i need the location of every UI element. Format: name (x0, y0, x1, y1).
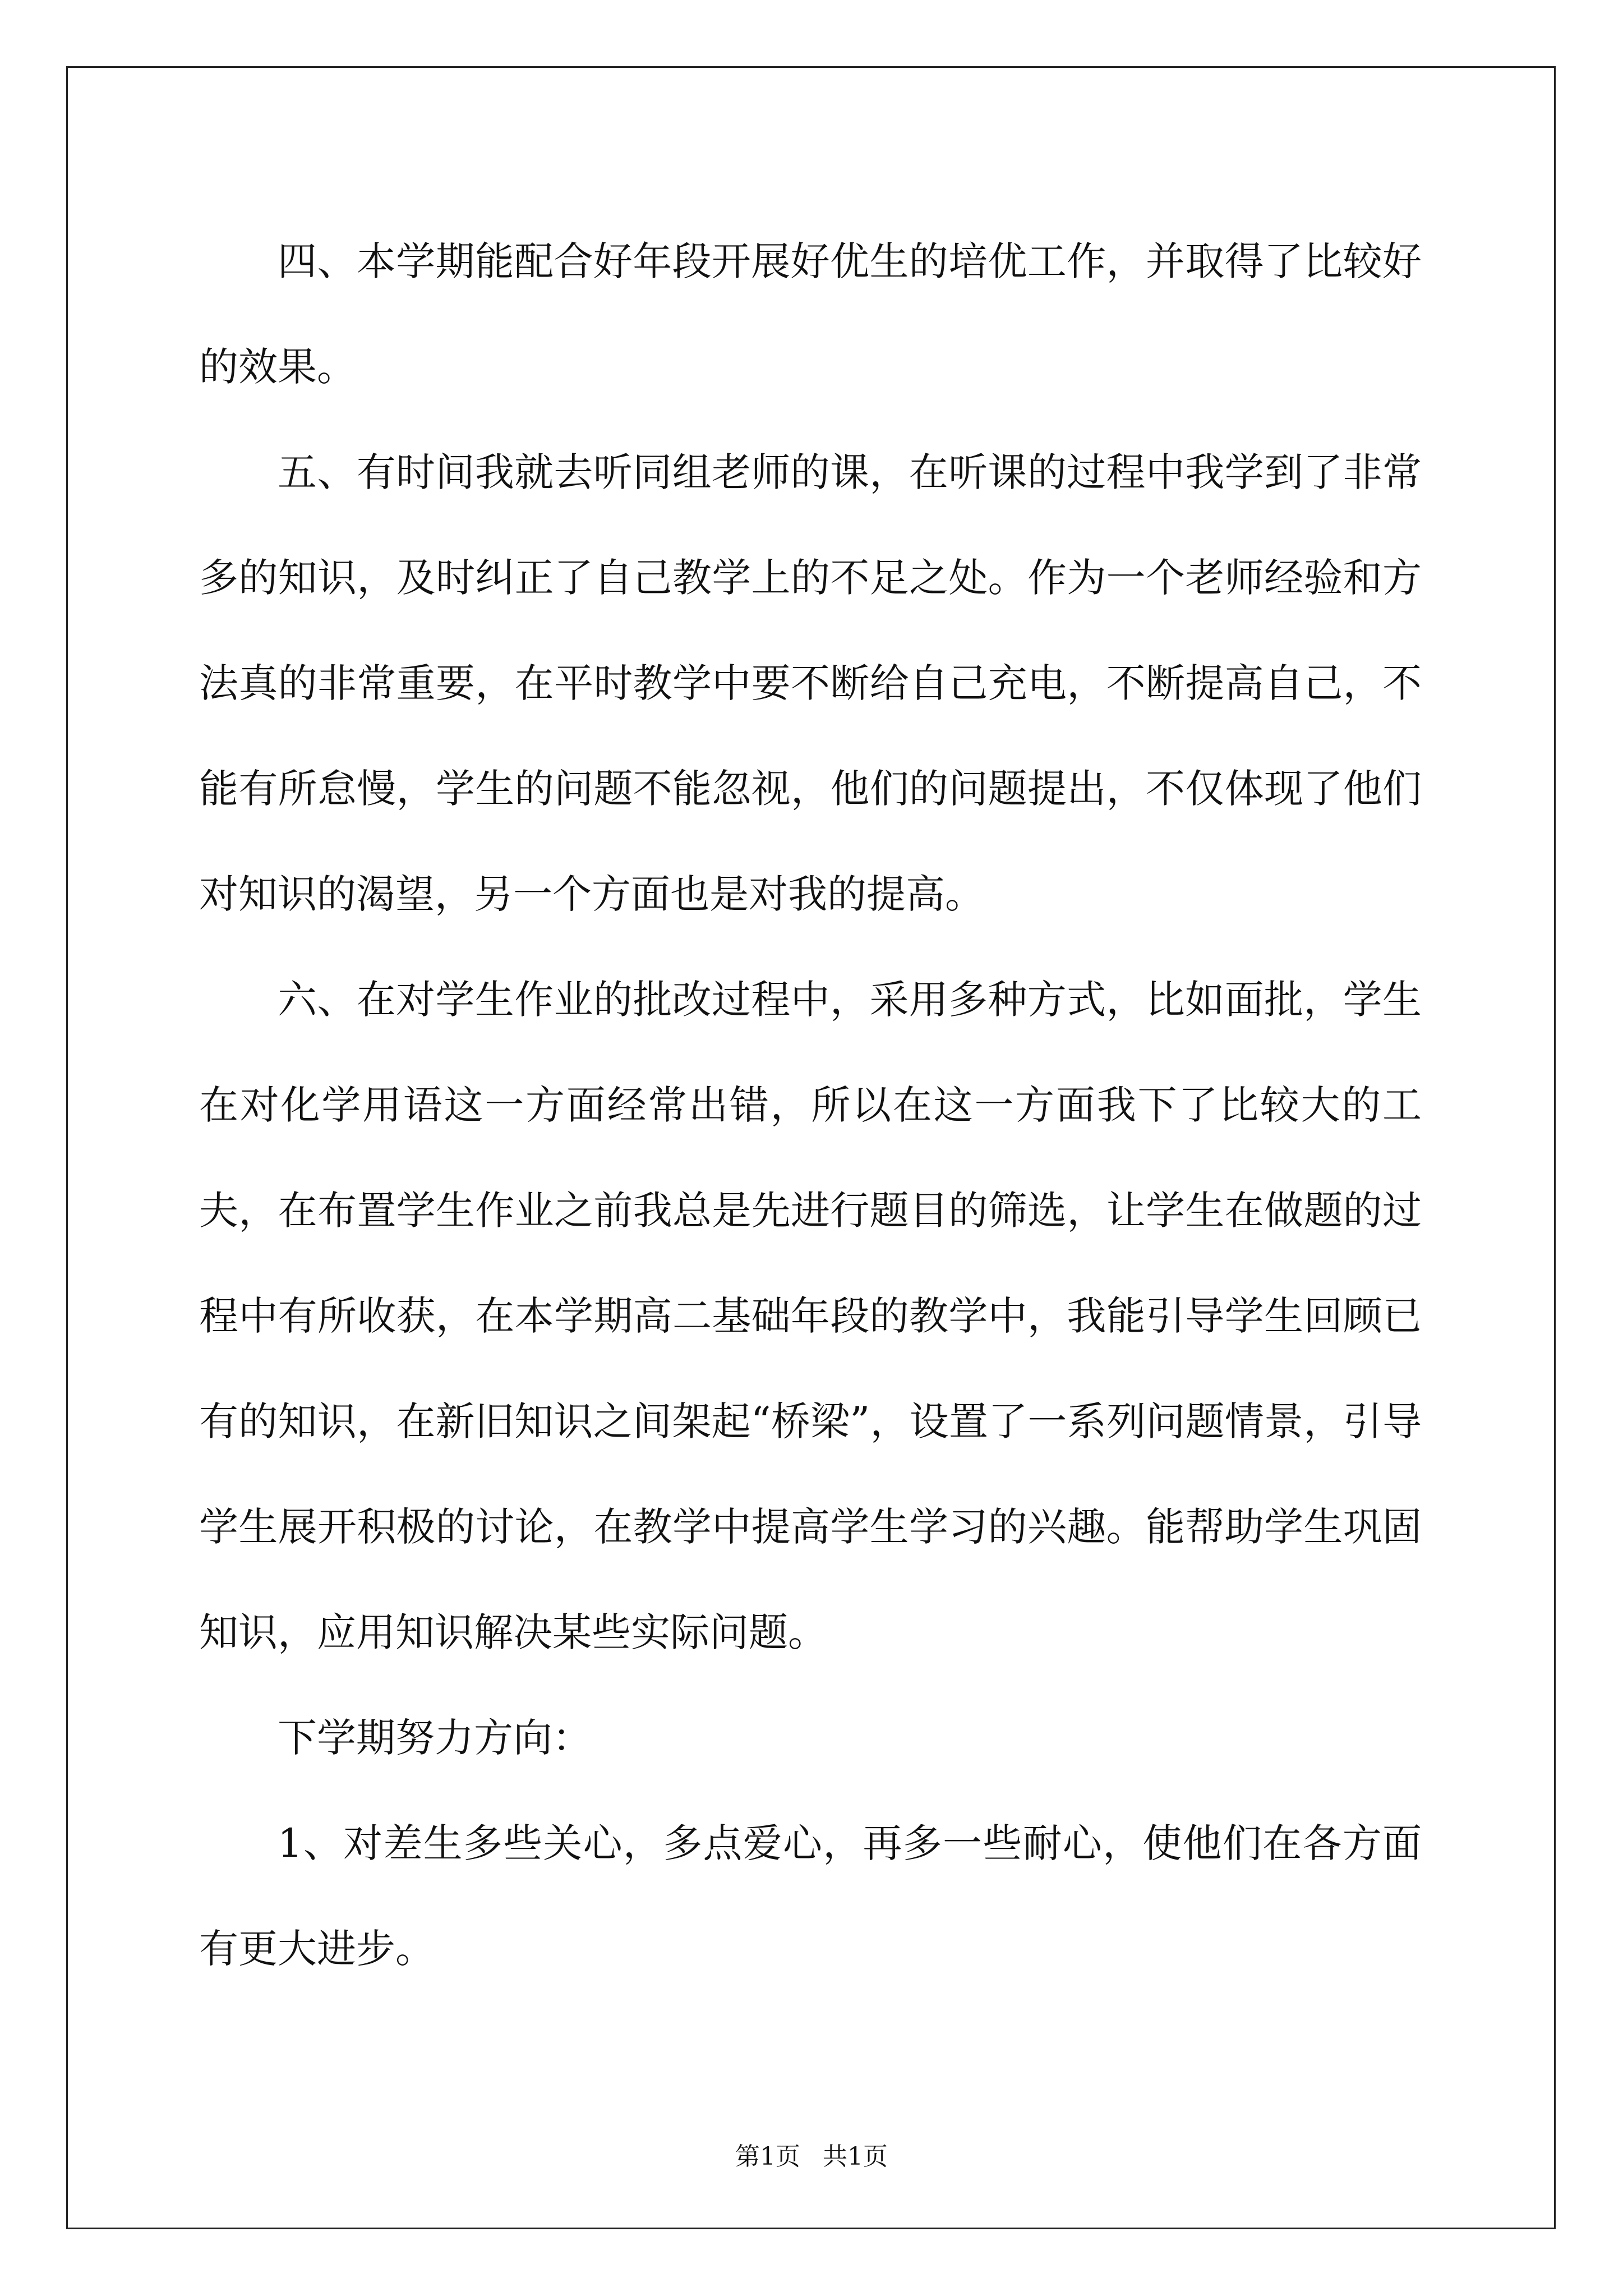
page-number: 第1页 (735, 2142, 800, 2171)
paragraph-4: 四、本学期能配合好年段开展好优生的培优工作，并取得了比较好的效果。 (199, 238, 1422, 390)
paragraph-5: 五、有时间我就去听同组老师的课，在听课的过程中我学到了非常多的知识，及时纠正了自己教学上的不足之处。作为一个老师经验和方法真的非常重要，在平时教学中要不断给自己充电，不断提高自己，不能有所怠慢，学生的问题不能忽视，他们的问题提出，不仅体现了他们对知识的渴望，另一个方面也是对我的提高。 (199, 449, 1422, 917)
total-pages: 共1页 (823, 2142, 888, 2171)
page-footer (0, 2140, 1623, 2174)
paragraph-6: 六、在对学生作业的批改过程中，采用多种方式，比如面批，学生在对化学用语这一方面经常出错，所以在这一方面我下了比较大的工夫，在布置学生作业之前我总是先进行题目的筛选，让学生在做题的过程中有所收获，在本学期高二基础年段的教学中，我能引导学生回顾已有的知识，在新旧知识之间架起“桥梁”，设置了一系列问题情景，引导学生展开积极的讨论，在教学中提高学生学习的兴趣。能帮助学生巩固知识，应用知识解决某些实际问题。 (199, 977, 1422, 1655)
goal-item-1: 1、对差生多些关心，多点爱心，再多一些耐心，使他们在各方面有更大进步。 (199, 1820, 1422, 1972)
next-term-heading: 下学期努力方向： (278, 1715, 592, 1761)
document-body (199, 209, 1422, 2001)
